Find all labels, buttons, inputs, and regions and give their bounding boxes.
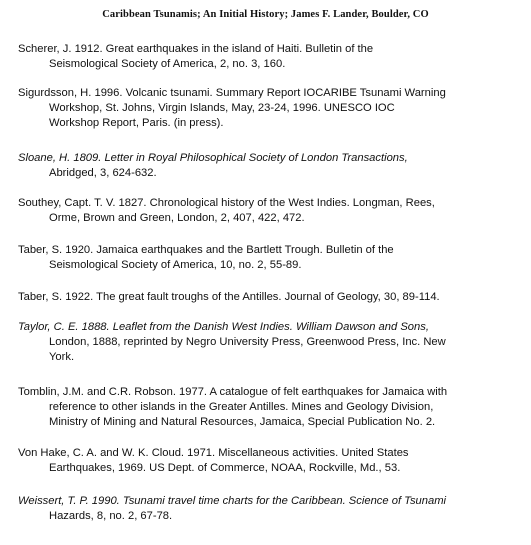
reference-line: Abridged, 3, 624-632. bbox=[49, 167, 157, 179]
reference-line: York. bbox=[49, 351, 75, 363]
reference-line: Scherer, J. 1912. Great earthquakes in the island of Haiti. Bulletin of the bbox=[18, 43, 374, 55]
reference-line: London, 1888, reprinted by Negro University Press, Greenwood Press, Inc. New bbox=[49, 336, 446, 348]
reference-entry-taber-1920 bbox=[18, 243, 518, 273]
reference-line: Seismological Society of America, 10, no. 2, 55-89. bbox=[49, 259, 302, 271]
reference-entry-tomblin-1977 bbox=[18, 385, 518, 430]
reference-line: Sloane, H. 1809. Letter in Royal Philosophical Society of London Transactions, bbox=[18, 152, 408, 164]
reference-line: Weissert, T. P. 1990. Tsunami travel time charts for the Caribbean. Science of Tsunami bbox=[18, 495, 447, 507]
reference-entry-sloane-1809 bbox=[18, 151, 518, 181]
reference-entry-scherer-1912 bbox=[18, 42, 518, 72]
reference-line: Orme, Brown and Green, London, 2, 407, 422, 472. bbox=[49, 212, 305, 224]
reference-line: Earthquakes, 1969. US Dept. of Commerce, NOAA, Rockville, Md., 53. bbox=[49, 462, 401, 474]
reference-line: reference to other islands in the Greater Antilles. Mines and Geology Division, bbox=[49, 401, 434, 413]
reference-line: Workshop Report, Paris. (in press). bbox=[49, 117, 224, 129]
reference-entry-vonhake-1971 bbox=[18, 446, 518, 476]
running-header: Caribbean Tsunamis; An Initial History; James F. Lander, Boulder, CO bbox=[102, 9, 429, 20]
reference-line: Southey, Capt. T. V. 1827. Chronological history of the West Indies. Longman, Rees, bbox=[18, 197, 435, 209]
reference-line: Von Hake, C. A. and W. K. Cloud. 1971. Miscellaneous activities. United States bbox=[18, 447, 409, 459]
reference-line: Sigurdsson, H. 1996. Volcanic tsunami. Summary Report IOCARIBE Tsunami Warning bbox=[18, 87, 446, 99]
reference-line: Workshop, St. Johns, Virgin Islands, May, 23-24, 1996. UNESCO IOC bbox=[49, 102, 395, 114]
reference-line: Hazards, 8, no. 2, 67-78. bbox=[49, 510, 173, 522]
reference-entry-sigurdsson-1996 bbox=[18, 86, 518, 131]
reference-entry-taylor-1888 bbox=[18, 320, 518, 365]
reference-entry-weissert-1990 bbox=[18, 494, 518, 524]
reference-entry-southey-1827 bbox=[18, 196, 518, 226]
reference-line: Tomblin, J.M. and C.R. Robson. 1977. A catalogue of felt earthquakes for Jamaica with bbox=[18, 386, 448, 398]
reference-line: Taber, S. 1922. The great fault troughs of the Antilles. Journal of Geology, 30, 89-114. bbox=[18, 291, 440, 303]
reference-line: Ministry of Mining and Natural Resources, Jamaica, Special Publication No. 2. bbox=[49, 416, 436, 428]
reference-line: Taylor, C. E. 1888. Leaflet from the Danish West Indies. William Dawson and Sons, bbox=[18, 321, 429, 333]
reference-line: Taber, S. 1920. Jamaica earthquakes and the Bartlett Trough. Bulletin of the bbox=[18, 244, 394, 256]
reference-entry-taber-1922 bbox=[18, 290, 518, 305]
reference-line: Seismological Society of America, 2, no. 3, 160. bbox=[49, 58, 286, 70]
